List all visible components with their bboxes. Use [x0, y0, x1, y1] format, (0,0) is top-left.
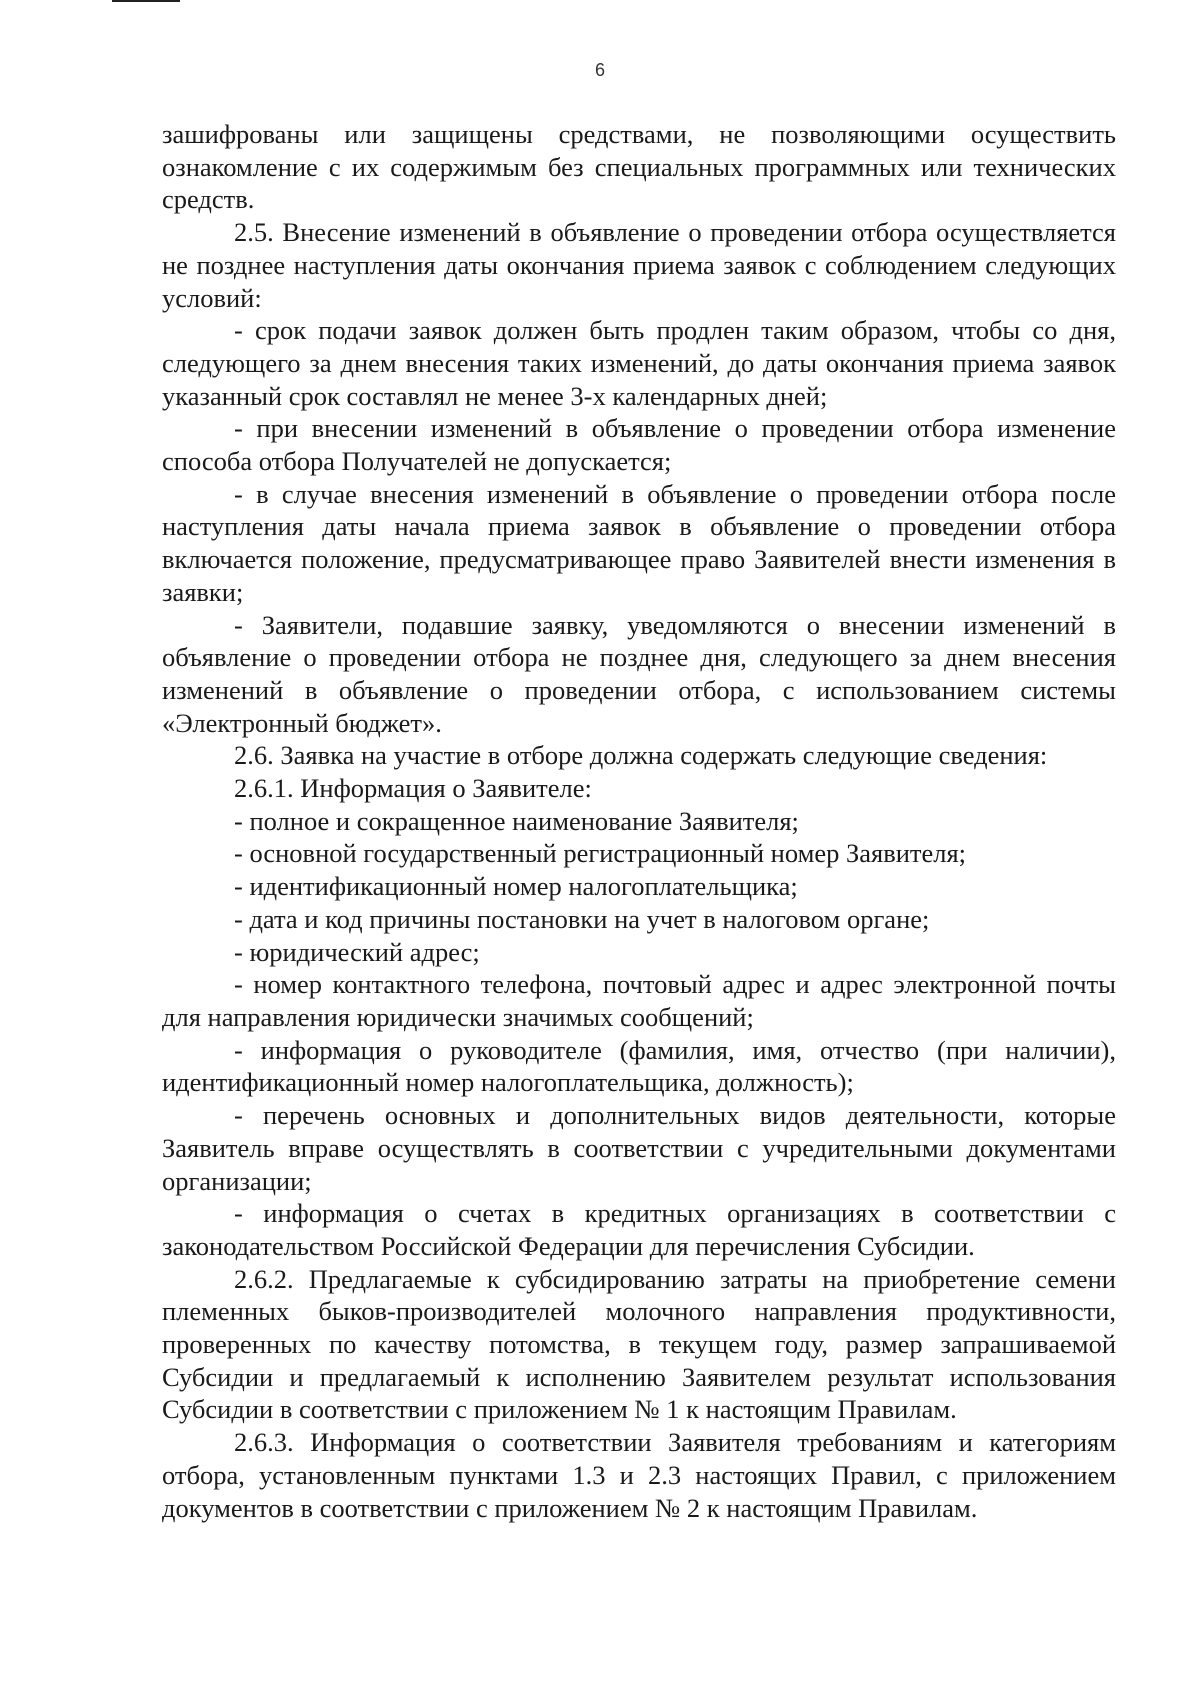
list-item: - номер контактного телефона, почтовый адрес и адрес электронной почты для направления юридически значимых сообщений;	[162, 969, 1116, 1032]
list-item: - основной государственный регистрационный номер Заявителя;	[234, 838, 967, 869]
list-item: - при внесении изменений в объявление о проведении отбора изменение способа отбора Получателей не допускается;	[162, 413, 1116, 477]
paragraph-2-6-2: 2.6.2. Предлагаемые к субсидированию затраты на приобретение семени племенных быков-производителей молочного направления продуктивности, проверенных по качеству потомства, в текущем году, размер запрашиваемой Субсидии и предлагаемый к исполнению Заявителем результат использования Субсидии в соответствии с приложением № 1 к настоящим Правилам.	[162, 1263, 1116, 1425]
paragraph-2-6-1: 2.6.1. Информация о Заявителе:	[234, 773, 592, 804]
list-item: - дата и код причины постановки на учет в налоговом органе;	[234, 903, 930, 934]
list-item: - Заявители, подавшие заявку, уведомляются о внесении изменений в объявление о проведении отбора не позднее дня, следующего за днем внесения изменений в объявление о проведении отбора, с использованием системы «Электронный бюджет».	[162, 609, 1116, 738]
list-item: - перечень основных и дополнительных видов деятельности, которые Заявитель вправе осуществлять в соответствии с учредительными документами организации;	[162, 1100, 1116, 1196]
list-item: - информация о руководителе (фамилия, имя, отчество (при наличии), идентификационный номер налогоплательщика, должность);	[162, 1034, 1116, 1098]
paragraph-2-6-3: 2.6.3. Информация о соответствии Заявителя требованиям и категориям отбора, установленным пунктами 1.3 и 2.3 настоящих Правил, с приложением документов в соответствии с приложением № 2 к настоящим Правилам.	[162, 1427, 1116, 1523]
scan-edge-mark	[112, 0, 180, 2]
list-item: - полное и сокращенное наименование Заявителя;	[234, 805, 799, 836]
list-item: - срок подачи заявок должен быть продлен таким образом, чтобы со дня, следующего за днем внесения таких изменений, до даты окончания приема заявок указанный срок составлял не менее 3-х календарных дней;	[162, 315, 1116, 411]
document-body	[162, 118, 1116, 1524]
paragraph-continuation: зашифрованы или защищены средствами, не позволяющими осуществить ознакомление с их содержимым без специальных программных или технических средств.	[162, 119, 1116, 215]
list-item: - в случае внесения изменений в объявление о проведении отбора после наступления даты начала приема заявок в объявление о проведении отбора включается положение, предусматривающее право Заявителей внести изменения в заявки;	[162, 478, 1116, 607]
paragraph-2-6: 2.6. Заявка на участие в отборе должна содержать следующие сведения:	[234, 740, 1048, 771]
list-item: - информация о счетах в кредитных организациях в соответствии с законодательством Российской Федерации для перечисления Субсидии.	[162, 1198, 1116, 1261]
list-item: - юридический адрес;	[234, 936, 480, 967]
paragraph-2-5: 2.5. Внесение изменений в объявление о проведении отбора осуществляется не позднее наступления даты окончания приема заявок с соблюдением следующих условий:	[162, 217, 1116, 313]
page-number: 6	[594, 60, 605, 80]
list-item: - идентификационный номер налогоплательщика;	[234, 871, 798, 902]
